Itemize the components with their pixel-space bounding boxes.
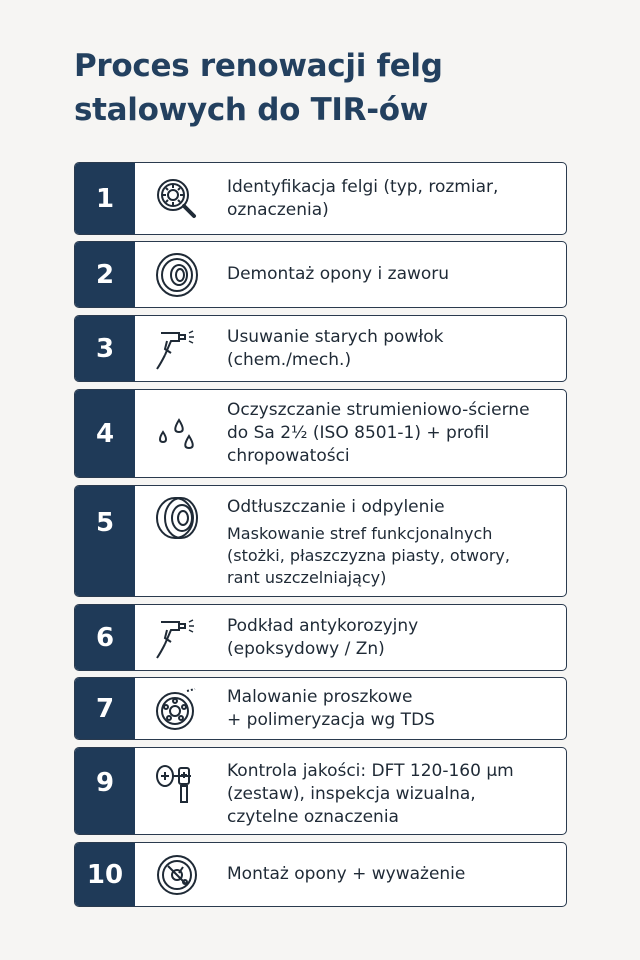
- step-label: Malowanie proszkowe + polimeryzacja wg TDS: [227, 686, 435, 730]
- rim-bolts-icon: [149, 678, 205, 739]
- step-number: 1: [75, 163, 135, 234]
- step-label: Podkład antykorozyjny (epoksydowy / Zn): [227, 615, 419, 659]
- step-card: [74, 162, 567, 235]
- step-card: [74, 604, 567, 671]
- spray-gun-icon: [149, 316, 205, 381]
- step-label: Demontaż opony i zaworu: [227, 264, 450, 284]
- step-label: Montaż opony + wyważenie: [227, 864, 466, 884]
- page-title: Proces renowacji felg stalowych do TIR-ów: [74, 48, 443, 128]
- step-number: 7: [75, 678, 135, 739]
- step-number: 10: [75, 843, 135, 906]
- step-card: [74, 241, 567, 308]
- step-text: [227, 163, 556, 234]
- step-card: [74, 747, 567, 835]
- step-card: [74, 677, 567, 740]
- step-text: [227, 748, 556, 834]
- step-label: Usuwanie starych powłok (chem./mech.): [227, 326, 444, 370]
- step-text: [227, 390, 556, 477]
- step-text: [227, 486, 556, 596]
- step-text: [227, 316, 556, 381]
- droplets-icon: [149, 390, 205, 477]
- step-number: 5: [75, 486, 135, 596]
- step-number: 4: [75, 390, 135, 477]
- wheel-icon: [149, 486, 205, 596]
- step-number: 6: [75, 605, 135, 670]
- step-card: [74, 842, 567, 907]
- tire-icon: [149, 242, 205, 307]
- step-text: [227, 678, 556, 739]
- step-card: [74, 315, 567, 382]
- step-text: [227, 242, 556, 307]
- step-label: Odtłuszczanie i odpylenie: [227, 497, 445, 517]
- step-card: [74, 485, 567, 597]
- step-text: [227, 843, 556, 906]
- step-text: [227, 605, 556, 670]
- thickness-gauge-icon: [149, 748, 205, 834]
- magnifier-gear-icon: [149, 163, 205, 234]
- step-card: [74, 389, 567, 478]
- step-number: 9: [75, 748, 135, 834]
- balance-wheel-icon: [149, 843, 205, 906]
- step-sublabel: Maskowanie stref funkcjonalnych (stożki, płaszczyzna piasty, otwory, rant uszczelniający): [227, 524, 510, 587]
- step-label: Oczyszczanie strumieniowo-ścierne do Sa 2½ (ISO 8501-1) + profil chropowatości: [227, 400, 530, 466]
- spray-gun-icon: [149, 605, 205, 670]
- step-number: 2: [75, 242, 135, 307]
- step-number: 3: [75, 316, 135, 381]
- step-label: Kontrola jakości: DFT 120-160 µm (zestaw), inspekcja wizualna, czytelne oznaczenia: [227, 761, 514, 827]
- step-label: Identyfikacja felgi (typ, rozmiar, oznaczenia): [227, 176, 499, 220]
